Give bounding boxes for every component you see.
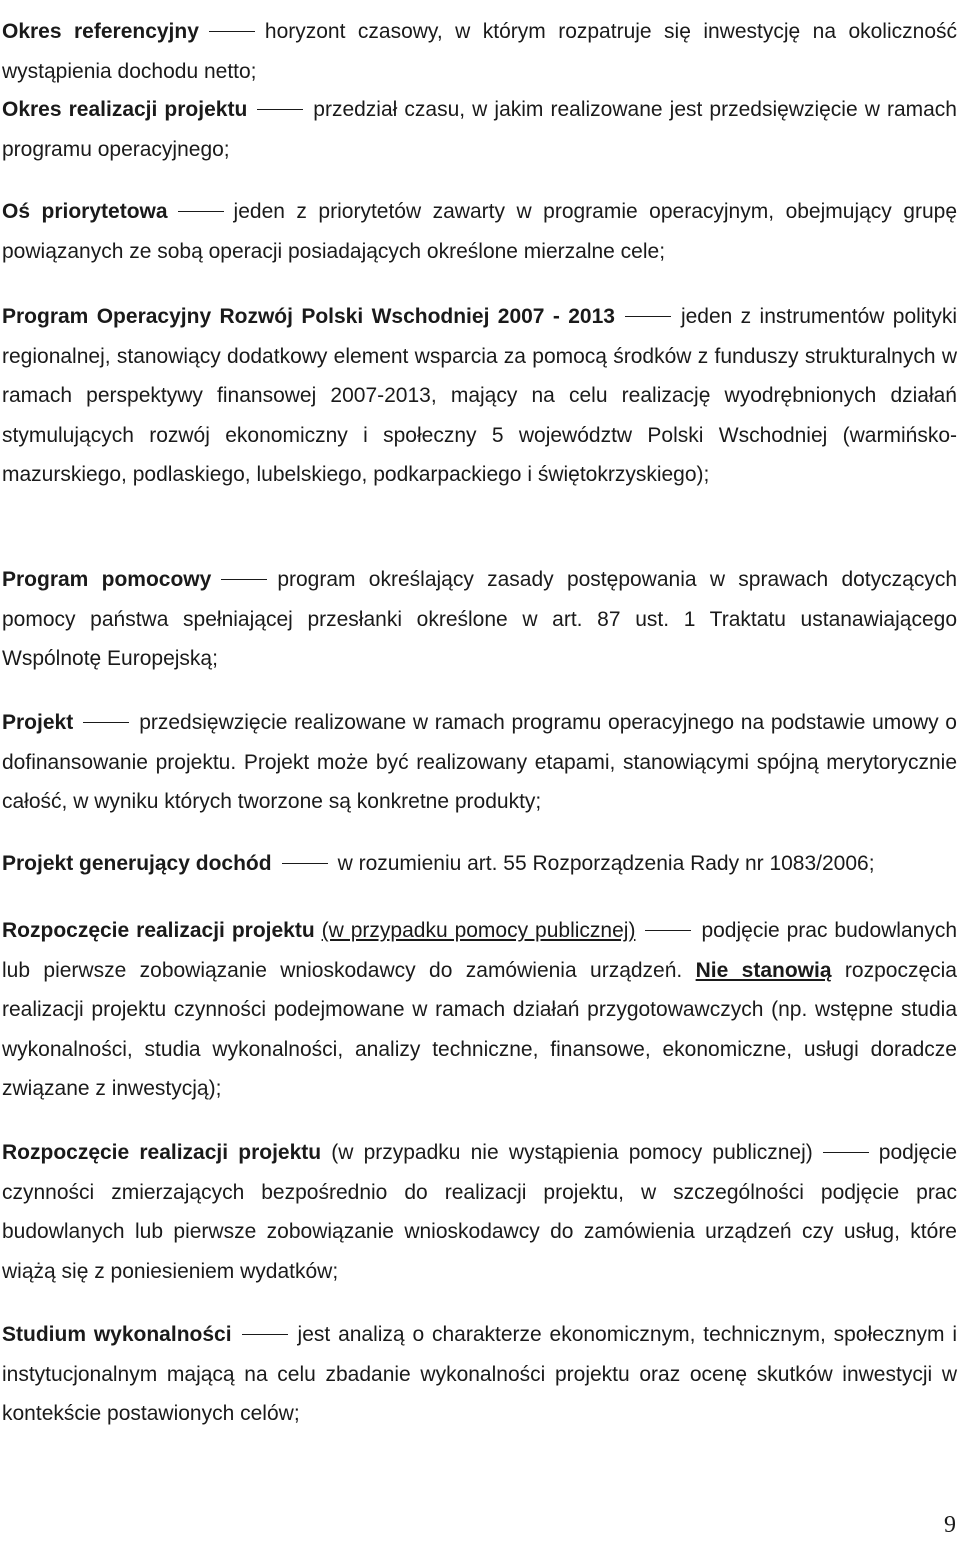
page-number: 9	[944, 1512, 956, 1538]
em-dash	[242, 1334, 288, 1335]
definition: podjęcie czynności zmierzających bezpośrednio do realizacji projektu, w szczególności podjęcie prac budowlanych lub pierwsze zobowiązanie wnioskodawcy do zamówienia urządzeń czy usług, które wiążą się z poniesieniem wydatków;	[2, 1141, 958, 1283]
term: Program pomocowy	[2, 568, 212, 591]
definition: przedsięwzięcie realizowane w ramach programu operacyjnego na podstawie umowy o dofinansowanie projektu. Projekt może być realizowany etapami, stanowiącymi spójną merytorycznie całość, w wyniku których tworzone są konkretne produkty;	[2, 711, 957, 813]
definition: przedział czasu, w jakim realizowane jest przedsięwzięcie w ramach programu operacyjnego;	[2, 98, 957, 161]
em-dash	[645, 930, 691, 931]
em-dash	[282, 863, 328, 864]
definition-projekt-generujacy-dochod	[2, 844, 957, 884]
definition-rozpoczecie-realizacji-pomoc-publiczna	[2, 911, 957, 1109]
definition-rozpoczecie-realizacji-brak-pomocy	[2, 1133, 957, 1291]
em-dash	[625, 316, 671, 317]
definition-okres-realizacji-projektu	[2, 90, 957, 169]
definition-po-rpw	[2, 297, 957, 495]
definition-program-pomocowy	[2, 560, 957, 679]
definition: jeden z instrumentów polityki regionalnej, stanowiący dodatkowy element wsparcia za pomocą środków z funduszy strukturalnych w ramach perspektywy finansowej 2007-2013, mający na celu realizację wyodrębnionych działań stymulujących rozwój ekonomiczny i społeczny 5 województw Polski Wschodniej (warmińsko-mazurskiego, podlaskiego, lubelskiego, podkarpackiego i świętokrzyskiego);	[2, 305, 957, 486]
term: Oś priorytetowa	[2, 200, 168, 223]
definition: horyzont czasowy, w którym rozpatruje się inwestycję na okoliczność wystąpienia dochodu netto;	[2, 20, 957, 83]
em-dash	[83, 722, 129, 723]
em-dash	[221, 579, 267, 580]
term: Rozpoczęcie realizacji projektu	[2, 919, 315, 942]
qualifier: (w przypadku pomocy publicznej)	[321, 919, 636, 942]
em-dash	[823, 1152, 869, 1153]
definition-part-b: rozpoczęcia realizacji projektu czynności podejmowane w ramach działań przygotowawczych (np. wstępne studia wykonalności, studia wykonalności, analizy techniczne, finansowe, ekonomiczne, usługi doradcze związane z inwestycją);	[2, 958, 957, 1100]
term: Projekt	[2, 711, 74, 734]
term: Okres referencyjny	[2, 20, 199, 43]
em-dash	[178, 211, 224, 212]
term: Projekt generujący dochód	[2, 852, 272, 875]
term: Program Operacyjny Rozwój Polski Wschodniej 2007 - 2013	[2, 305, 615, 328]
em-dash	[209, 31, 255, 32]
definition: w rozumieniu art. 55 Rozporządzenia Rady nr 1083/2006;	[337, 852, 875, 875]
term: Rozpoczęcie realizacji projektu	[2, 1141, 322, 1164]
term: Studium wykonalności	[2, 1323, 232, 1346]
definition-part-a: podjęcie prac budowlanych lub pierwsze zobowiązanie wnioskodawcy do zamówienia urządzeń.	[2, 919, 957, 982]
definition: jeden z priorytetów zawarty w programie operacyjnym, obejmujący grupę powiązanych ze sobą operacji posiadających określone mierzalne cele;	[2, 200, 957, 263]
emphasis: Nie stanowią	[695, 958, 832, 982]
definition: jest analizą o charakterze ekonomicznym, technicznym, społecznym i instytucjonalnym mającą na celu zbadanie wykonalności projektu oraz ocenę skutków inwestycji w kontekście postawionych celów;	[2, 1323, 957, 1425]
qualifier: (w przypadku nie wystąpienia pomocy publicznej)	[331, 1141, 813, 1164]
definition-studium-wykonalnosci	[2, 1315, 957, 1434]
em-dash	[257, 109, 303, 110]
term: Okres realizacji projektu	[2, 98, 248, 121]
definition-os-priorytetowa	[2, 192, 957, 271]
definition-projekt	[2, 703, 957, 822]
definition: program określający zasady postępowania w sprawach dotyczących pomocy państwa spełniającej przesłanki określone w art. 87 ust. 1 Traktatu ustanawiającego Wspólnotę Europejską;	[2, 568, 957, 670]
definition-okres-referencyjny	[2, 12, 957, 91]
